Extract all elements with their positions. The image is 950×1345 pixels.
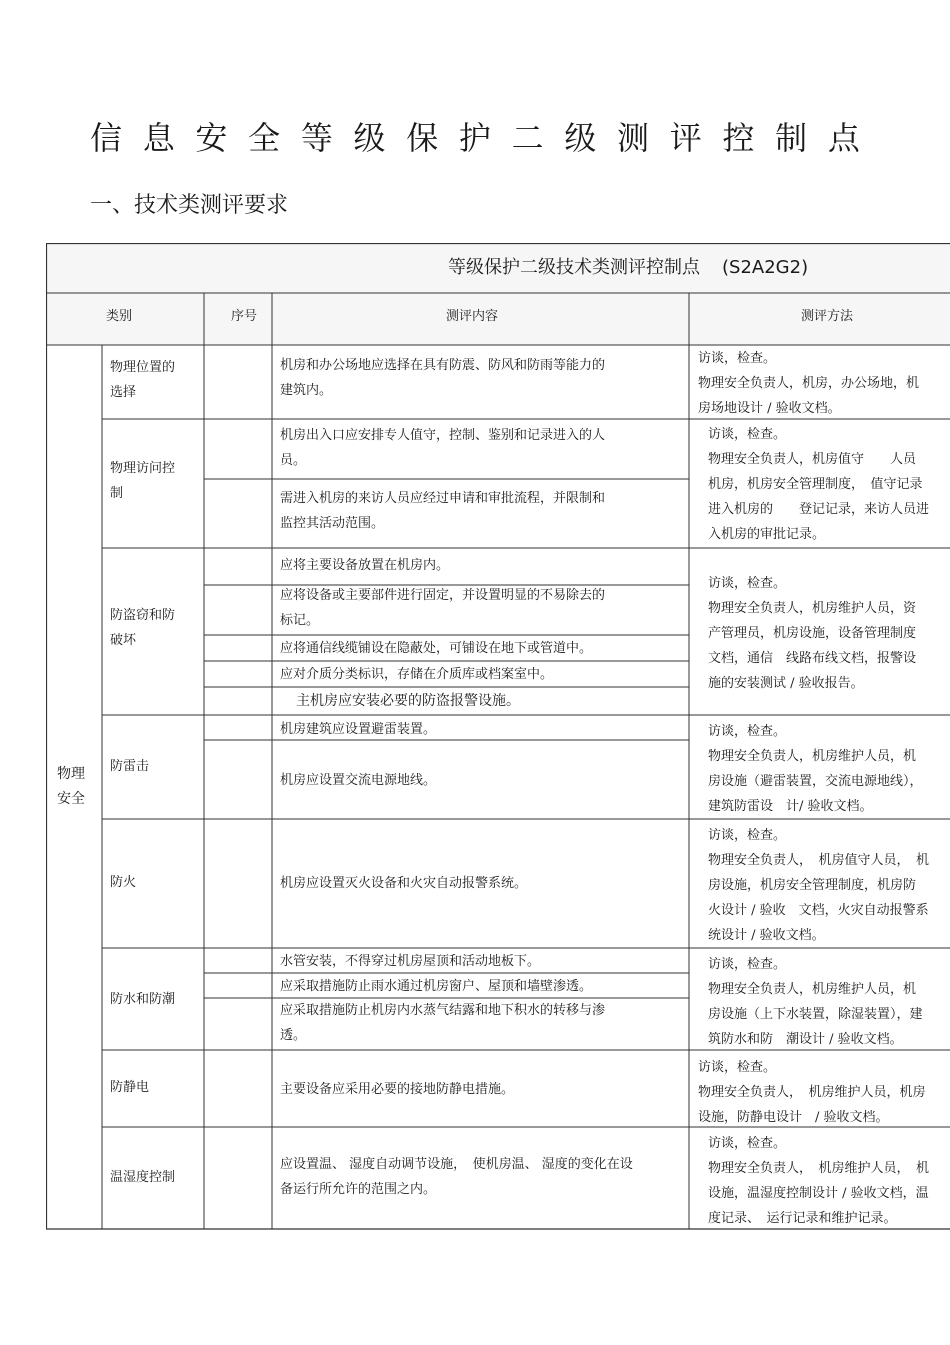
method-text-line: 文档，通信 线路布线文档，报警设 (708, 651, 917, 666)
subcategory-name-line: 防水和防潮 (110, 992, 176, 1007)
subcategory-name-line: 防盗窃和防 (110, 608, 176, 623)
subcategory-name-line: 防雷击 (110, 759, 150, 774)
method-text-line: 度记录、 运行记录和维护记录。 (708, 1211, 897, 1226)
title-char: 全 (248, 119, 281, 157)
method-text-line: 进入机房的 登记记录，来访人员进 (708, 502, 930, 517)
requirement-text-line: 机房和办公场地应选择在具有防震、防风和防雨等能力的 (280, 358, 606, 373)
method-text-line: 访谈，检查。 (708, 957, 787, 972)
method-text-line: 产管理员，机房设施，设备管理制度 (708, 626, 917, 641)
method-text-line: 访谈，检查。 (698, 351, 777, 366)
method-text-line: 物理安全负责人， 机房值守人员， 机 (708, 853, 930, 868)
subcategory-name-line: 防静电 (110, 1080, 150, 1095)
title-char: 安 (195, 119, 228, 157)
category-label (57, 762, 85, 812)
method-text-line: 房设施（上下水装置，除湿装置），建 (708, 1007, 923, 1022)
requirement-text (280, 717, 436, 742)
requirement-text (280, 553, 449, 578)
requirement-text-line: 员。 (280, 453, 307, 468)
requirement-text-line: 主机房应安装必要的防盗报警设施。 (296, 693, 520, 709)
title-char: 测 (617, 119, 650, 157)
method-text-line: 房设施（避雷装置，交流电源地线）， (708, 774, 923, 789)
requirement-text-line: 备运行所允许的范围之内。 (280, 1182, 437, 1197)
method-text-line: 房设施，机房安全管理制度，机房防 (708, 878, 917, 893)
method-text (708, 422, 950, 547)
requirement-text (280, 871, 527, 896)
subcategory-name (110, 456, 175, 506)
method-text-line: 物理安全负责人， 机房维护人员， 机 (708, 1161, 930, 1176)
method-text-line: 建筑防雷设 计/ 验收文档。 (708, 799, 873, 814)
title-char: 点 (827, 119, 860, 157)
method-text (698, 1055, 950, 1130)
requirement-text (280, 636, 592, 661)
subcategory-name (110, 603, 175, 653)
subcategory-name (110, 355, 175, 405)
requirement-text-line: 应将设备或主要部件进行固定，并设置明显的不易除去的 (280, 588, 606, 603)
method-text (708, 952, 950, 1052)
title-char: 二 (511, 119, 544, 157)
title-char: 级 (564, 119, 597, 157)
requirement-text-line: 水管安装，不得穿过机房屋顶和活动地板下。 (280, 954, 541, 969)
requirement-text-line: 应将通信线缆铺设在隐蔽处，可铺设在地下或管道中。 (280, 641, 593, 656)
subcategory-name-line: 物理位置的 (110, 360, 176, 375)
method-text (708, 1131, 950, 1231)
requirement-text-line: 应对介质分类标识，存储在介质库或档案室中。 (280, 667, 554, 682)
subcategory-name (110, 870, 136, 895)
requirement-text-line: 应采取措施防止雨水通过机房窗户、屋顶和墙壁渗透。 (280, 979, 593, 994)
title-char: 制 (775, 119, 808, 157)
section-heading: 一、技术类测评要求 (90, 193, 289, 218)
title-char: 级 (353, 119, 386, 157)
method-text (708, 719, 950, 819)
requirement-text (280, 974, 592, 999)
method-text-line: 入机房的审批记录。 (708, 527, 826, 542)
method-text-line: 访谈，检查。 (708, 1136, 787, 1151)
method-text (698, 346, 950, 421)
requirement-text-line: 机房应设置灭火设备和火灾自动报警系统。 (280, 876, 528, 891)
title-char: 等 (300, 119, 333, 157)
method-text-line: 访谈，检查。 (708, 427, 787, 442)
requirement-text-line: 透。 (280, 1028, 307, 1043)
method-text-line: 访谈，检查。 (698, 1060, 777, 1075)
method-text-line: 物理安全负责人， 机房维护人员，机房 (698, 1085, 926, 1100)
method-text-line: 物理安全负责人，机房维护人员，机 (708, 982, 917, 997)
method-text-line: 筑防水和防 潮设计 / 验收文档。 (708, 1032, 903, 1047)
title-char: 评 (669, 119, 702, 157)
method-text-line: 火设计 / 验收 文档，火灾自动报警系 (708, 903, 929, 918)
requirement-text-line: 主要设备应采用必要的接地防静电措施。 (280, 1082, 515, 1097)
requirement-text-line: 建筑内。 (280, 383, 333, 398)
method-text-line: 访谈，检查。 (708, 724, 787, 739)
requirement-text (280, 768, 436, 793)
method-text-line: 访谈，检查。 (708, 576, 787, 591)
table-title (448, 255, 808, 281)
table-title-text: 等级保护二级技术类测评控制点 (448, 257, 700, 278)
requirement-text-line: 监控其活动范围。 (280, 516, 385, 531)
title-char: 信 (90, 119, 123, 157)
requirement-text (280, 423, 605, 473)
requirement-text (280, 486, 605, 536)
requirement-text (280, 998, 605, 1048)
subcategory-name (110, 987, 175, 1012)
subcategory-name (110, 1165, 175, 1190)
title-char: 护 (458, 119, 491, 157)
subcategory-name-line: 制 (110, 486, 124, 501)
method-text-line: 机房，机房安全管理制度， 值守记录 (708, 477, 923, 492)
method-text-line: 访谈，检查。 (708, 828, 787, 843)
requirement-text-line: 机房应设置交流电源地线。 (280, 773, 437, 788)
control-point-table (46, 243, 950, 1230)
requirement-text-line: 机房出入口应安排专人值守，控制、鉴别和记录进入的人 (280, 428, 606, 443)
method-text-line: 物理安全负责人，机房维护人员，资 (708, 601, 917, 616)
requirement-text-line: 应将主要设备放置在机房内。 (280, 558, 450, 573)
requirement-text-line: 机房建筑应设置避雷装置。 (280, 722, 437, 737)
table-title-code: (S2A2G2) (722, 257, 809, 278)
requirement-text (280, 1152, 633, 1202)
requirement-text (280, 949, 540, 974)
subcategory-name-line: 破坏 (110, 633, 137, 648)
method-text-line: 设施，防静电设计 / 验收文档。 (698, 1110, 889, 1125)
method-text-line: 设施，温湿度控制设计 / 验收文档，温 (708, 1186, 929, 1201)
method-text-line: 物理安全负责人，机房值守 人员 (708, 452, 917, 467)
requirement-text-line: 应设置温、 湿度自动调节设施， 使机房温、 湿度的变化在设 (280, 1157, 633, 1172)
subcategory-name-line: 温湿度控制 (110, 1170, 176, 1185)
method-text-line: 物理安全负责人，机房，办公场地，机 (698, 376, 920, 391)
subcategory-name-line: 物理访问控 (110, 461, 176, 476)
column-header: 序号 (231, 309, 258, 324)
category-label-line: 物理 (57, 766, 85, 782)
requirement-text-line: 需进入机房的来访人员应经过申请和审批流程，并限制和 (280, 491, 606, 506)
column-header: 测评内容 (446, 309, 499, 324)
method-text-line: 房场地设计 / 验收文档。 (698, 401, 841, 416)
subcategory-name (110, 754, 149, 779)
method-text-line: 施的安装测试 / 验收报告。 (708, 676, 864, 691)
method-text-line: 统设计 / 验收文档。 (708, 928, 825, 943)
requirement-text (280, 583, 605, 633)
requirement-text (280, 662, 553, 687)
subcategory-name-line: 选择 (110, 385, 137, 400)
requirement-text (280, 353, 605, 403)
subcategory-name (110, 1075, 149, 1100)
title-char: 控 (722, 119, 755, 157)
requirement-text (280, 1077, 514, 1102)
requirement-text-line: 标记。 (280, 613, 320, 628)
subcategory-name-line: 防火 (110, 875, 137, 890)
column-header: 测评方法 (801, 309, 854, 324)
method-text (708, 823, 950, 948)
title-char: 保 (406, 119, 439, 157)
title-char: 息 (142, 119, 175, 157)
document-title (90, 116, 860, 160)
method-text-line: 物理安全负责人，机房维护人员，机 (708, 749, 917, 764)
requirement-text-line: 应采取措施防止机房内水蒸气结露和地下积水的转移与渗 (280, 1003, 606, 1018)
category-label-line: 安全 (57, 791, 85, 807)
method-text (708, 571, 950, 696)
column-header: 类别 (106, 309, 133, 324)
requirement-text (296, 689, 520, 714)
